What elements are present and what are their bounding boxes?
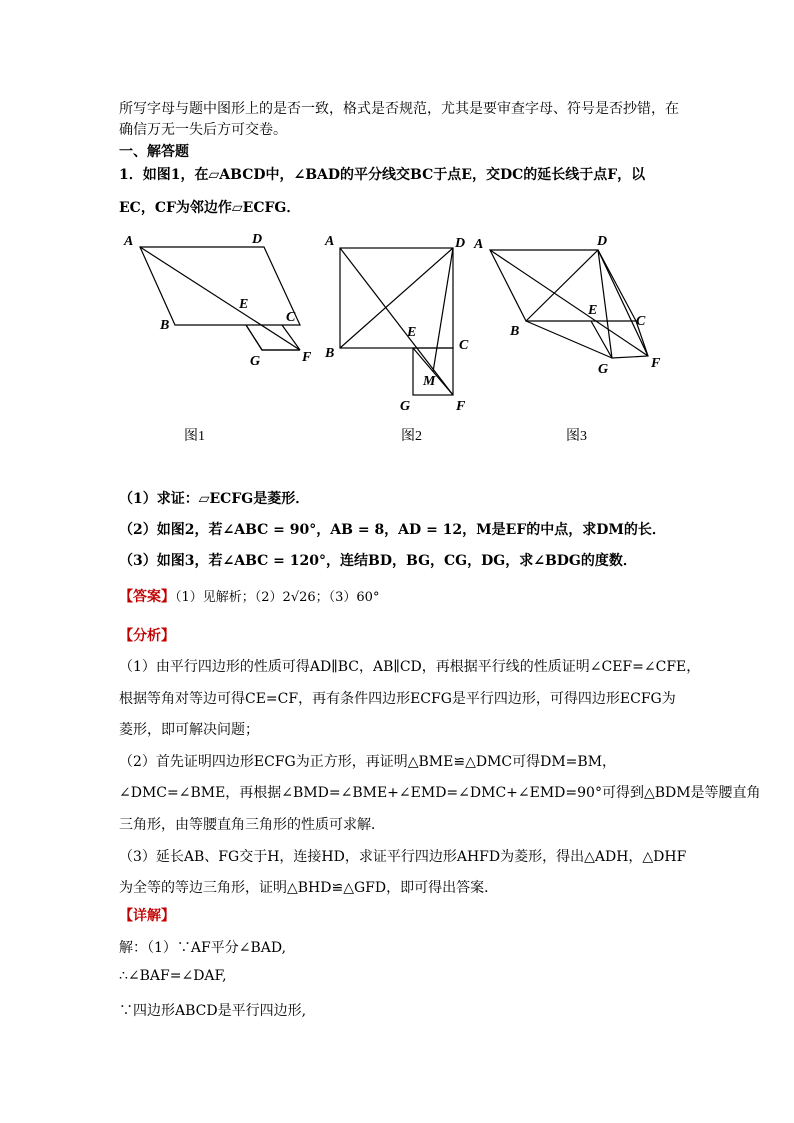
- analysis-line-7: （3）延长AB、FG交于H，连接HD，求证平行四边形AHFD为菱形，得出△ADH，△DHF: [119, 849, 687, 865]
- fig2-label-G: G: [400, 399, 411, 414]
- answer-row: [119, 586, 379, 606]
- answer-tag: 【答案】: [119, 589, 175, 605]
- figure-1: [123, 232, 312, 369]
- analysis-line-6: 三角形，由等腰直角三角形的性质可求解．: [119, 817, 385, 833]
- part-1: （1）求证：▱ECFG是菱形．: [119, 491, 310, 507]
- fig2-label-F: F: [456, 399, 466, 414]
- analysis-tag: 【分析】: [119, 628, 175, 644]
- figure-3-caption: 图3: [566, 429, 587, 444]
- fig2-label-D: D: [455, 236, 466, 251]
- fig3-label-A: A: [474, 237, 484, 252]
- fig3-label-C: C: [636, 314, 646, 329]
- fig3-label-F: F: [651, 356, 661, 371]
- analysis-line-1: （1）由平行四边形的性质可得AD∥BC，AB∥CD，再根据平行线的性质证明∠CEF=∠CFE，: [119, 659, 701, 675]
- fig2-label-E: E: [407, 325, 417, 340]
- fig3-label-B: B: [510, 324, 520, 339]
- figure-3: [473, 234, 661, 377]
- intro-line-1: 所写字母与题中图形上的是否一致，格式是否规范，尤其是要审查字母、符号是否抄错，在: [119, 101, 679, 117]
- fig3-label-D: D: [597, 234, 608, 249]
- analysis-line-3: 菱形，即可解决问题；: [119, 722, 259, 738]
- fig1-label-G: G: [250, 354, 261, 369]
- detail-tag: 【详解】: [119, 908, 175, 924]
- question-line-1: 1．如图1，在▱ABCD中，∠BAD的平分线交BC于点E，交DC的延长线于点F，以: [119, 167, 646, 183]
- analysis-line-5: ∠DMC=∠BME，再根据∠BMD=∠BME+∠EMD=∠DMC+∠EMD=90°可得到△BDM是等腰直角: [119, 785, 761, 801]
- fig2-label-A: A: [325, 234, 335, 249]
- fig1-label-E: E: [239, 297, 249, 312]
- question-line-2: EC，CF为邻边作▱ECFG．: [119, 200, 301, 216]
- detail-line-3: ∵四边形ABCD是平行四边形,: [119, 1003, 307, 1019]
- analysis-line-2: 根据等角对等边可得CE=CF，再有条件四边形ECFG是平行四边形，可得四边形ECFG为: [119, 691, 676, 707]
- fig3-label-G: G: [598, 362, 609, 377]
- geometry-figures: [0, 225, 794, 425]
- analysis-line-8: 为全等的等边三角形，证明△BHD≌△GFD，即可得出答案．: [119, 880, 499, 896]
- answer-text: （1）见解析；（2）2√26；（3）60°: [175, 590, 380, 605]
- analysis-line-4: （2）首先证明四边形ECFG为正方形，再证明△BME≌△DMC可得DM=BM，: [119, 754, 617, 770]
- detail-line-1: 解：（1）∵AF平分∠BAD,: [119, 940, 287, 956]
- fig1-label-D: D: [252, 232, 263, 247]
- figure-1-caption: 图1: [184, 429, 205, 444]
- figure-2-caption: 图2: [401, 429, 422, 444]
- fig2-label-B: B: [325, 346, 335, 361]
- fig1-label-C: C: [286, 310, 296, 325]
- fig2-label-M: M: [423, 374, 436, 389]
- part-3: （3）如图3，若∠ABC = 120°，连结BD，BG，CG，DG，求∠BDG的度数．: [119, 553, 637, 569]
- section-title: 一、解答题: [119, 144, 189, 160]
- detail-line-2: ∴∠BAF=∠DAF,: [119, 968, 227, 984]
- fig2-label-C: C: [459, 338, 469, 353]
- fig3-label-E: E: [588, 303, 598, 318]
- figure-2: [324, 234, 469, 414]
- intro-line-2: 确信万无一失后方可交卷。: [119, 122, 287, 138]
- fig1-label-F: F: [302, 350, 312, 365]
- fig1-label-A: A: [124, 234, 134, 249]
- fig1-label-B: B: [160, 318, 170, 333]
- part-2: （2）如图2，若∠ABC = 90°，AB = 8，AD = 12，M是EF的中点，求DM的长．: [119, 522, 666, 538]
